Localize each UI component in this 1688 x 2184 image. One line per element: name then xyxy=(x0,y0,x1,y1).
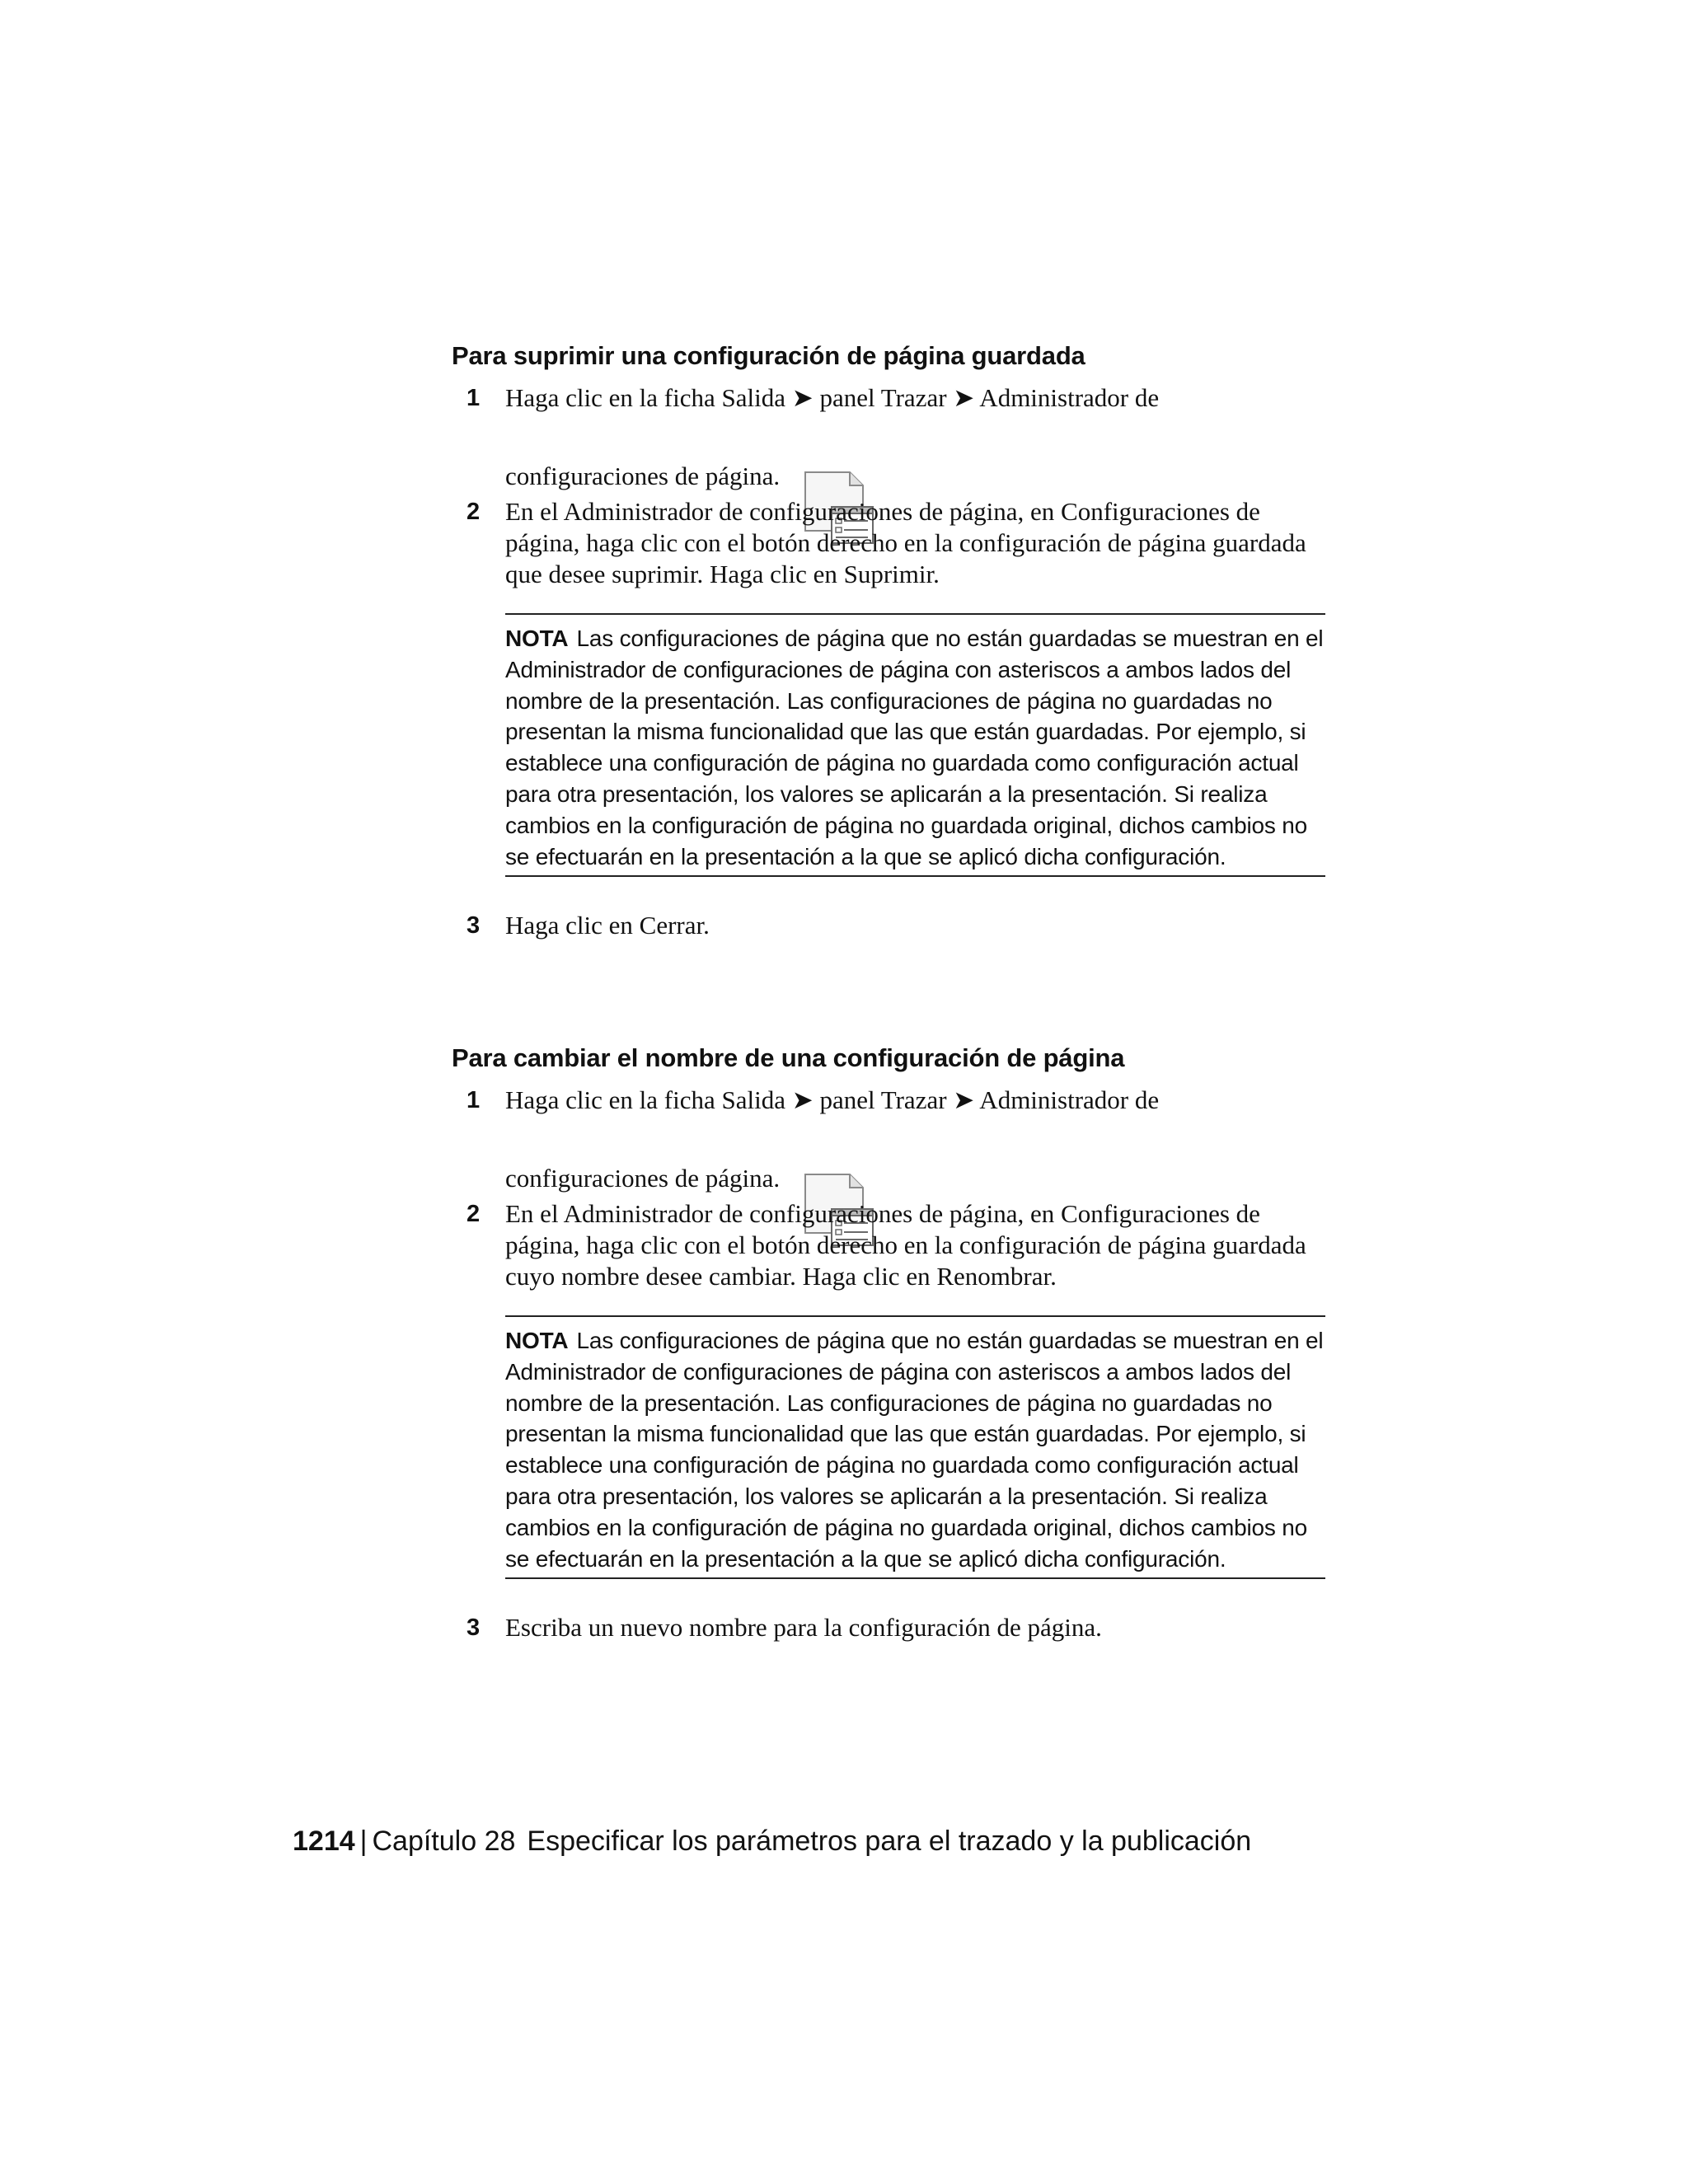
steps-list xyxy=(452,1085,1325,1292)
step-text-line: Haga clic en la ficha Salida ➤ panel Trazar ➤ Administrador de xyxy=(505,1085,1160,1114)
steps-list xyxy=(452,382,1325,590)
page-number: 1214 xyxy=(293,1825,355,1857)
step-text: Haga clic en Cerrar. xyxy=(505,911,710,940)
step-number: 2 xyxy=(467,499,481,525)
section-delete-page-setup xyxy=(452,338,1325,941)
note-text: Las configuraciones de página que no están guardadas se muestran en el Administrador de configuraciones de página con asteriscos a ambos lados del nombre de la presentación. Las configuraciones de página no guardadas no presentan la misma funcionalidad que las que están guardadas. Por ejemplo, si establece una configuración de página no guardada como configuración actual para otra presentación, los valores se aplicarán a la presentación. Si realiza cambios en la configuración de página no guardada original, dichos cambios no se efectuarán en la presentación a la que se aplicó dicha configuración. xyxy=(505,1328,1324,1572)
step-item xyxy=(452,496,1325,590)
step-text-line: Haga clic en la ficha Salida ➤ panel Trazar ➤ Administrador de xyxy=(505,383,1160,412)
step-text xyxy=(505,1085,1325,1194)
step-text-line: configuraciones de página. xyxy=(505,1164,781,1193)
step-number: 1 xyxy=(467,1087,481,1113)
steps-list xyxy=(452,910,1325,941)
step-item xyxy=(452,1612,1325,1643)
chapter-label: Capítulo 28 xyxy=(372,1825,516,1857)
step-text: En el Administrador de configuraciones de página, en Configuraciones de página, haga clic con el botón derecho en la configuración de página guardada cuyo nombre desee cambiar. Haga clic en Renombrar. xyxy=(505,1199,1306,1291)
page-footer xyxy=(293,1823,1251,1859)
footer-separator: | xyxy=(359,1825,368,1857)
section-heading: Para suprimir una configuración de página guardada xyxy=(452,341,1085,370)
step-text xyxy=(505,382,1325,492)
step-item xyxy=(452,1085,1325,1192)
step-text-line: configuraciones de página. xyxy=(505,462,781,490)
step-number: 3 xyxy=(467,912,481,940)
chapter-title: Especificar los parámetros para el trazado y la publicación xyxy=(527,1825,1252,1857)
step-text: En el Administrador de configuraciones de página, en Configuraciones de página, haga clic con el botón derecho en la configuración de página guardada que desee suprimir. Haga clic en Suprimir. xyxy=(505,497,1306,588)
section-rename-page-setup xyxy=(452,1040,1325,1643)
section-heading: Para cambiar el nombre de una configuración de página xyxy=(452,1043,1125,1072)
step-item xyxy=(452,382,1325,490)
step-item xyxy=(452,910,1325,941)
note-label: NOTA xyxy=(505,1328,569,1353)
steps-list xyxy=(452,1612,1325,1643)
note-text: Las configuraciones de página que no están guardadas se muestran en el Administrador de configuraciones de página con asteriscos a ambos lados del nombre de la presentación. Las configuraciones de página no guardadas no presentan la misma funcionalidad que las que están guardadas. Por ejemplo, si establece una configuración de página no guardada como configuración actual para otra presentación, los valores se aplicarán a la presentación. Si realiza cambios en la configuración de página no guardada original, dichos cambios no se efectuarán en la presentación a la que se aplicó dicha configuración. xyxy=(505,626,1324,869)
step-number: 3 xyxy=(467,1615,481,1642)
step-number: 2 xyxy=(467,1201,481,1227)
note-label: NOTA xyxy=(505,626,569,651)
step-item xyxy=(452,1198,1325,1292)
note-box xyxy=(505,613,1325,877)
step-text: Escriba un nuevo nombre para la configuración de página. xyxy=(505,1613,1102,1643)
note-box xyxy=(505,1315,1325,1579)
step-number: 1 xyxy=(467,385,481,411)
